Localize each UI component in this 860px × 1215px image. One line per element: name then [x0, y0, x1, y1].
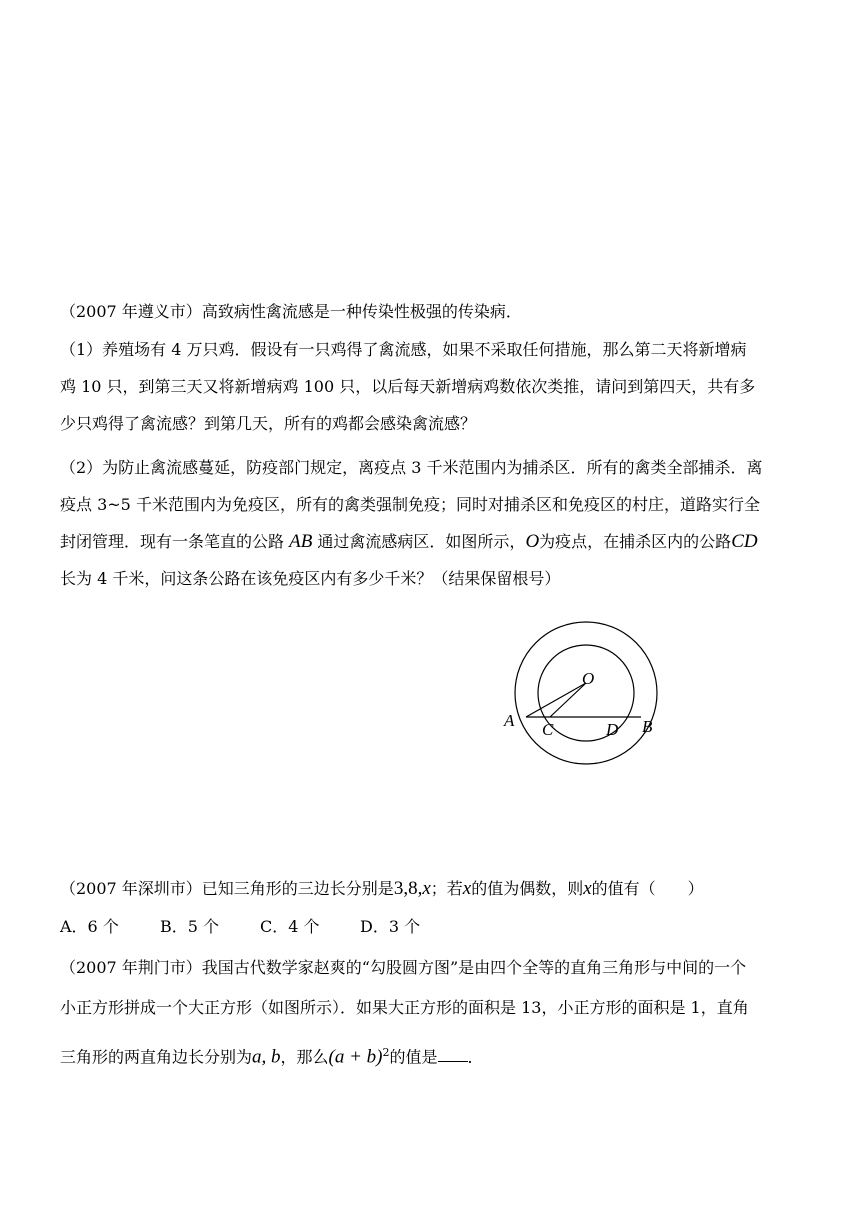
math-exponent: 2: [382, 1046, 390, 1059]
problem1-title: [60, 302, 522, 322]
problem3-line2: 小正方形拼成一个大正方形（如图所示）．如果大正方形的面积是 13，小正方形的面积是 1，直角: [60, 998, 749, 1017]
problem1-part2-line1: （2）为防止禽流感蔓延，防疫部门规定，离疫点 3 千米范围内为捕杀区．所有的禽类全部捕杀．离: [60, 458, 763, 477]
problem3-line1: （2007 年荆门市）我国古代数学家赵爽的“勾股圆方图”是由四个全等的直角三角形与中间的一个: [60, 958, 747, 977]
problem1-title-text: 高致病性禽流感是一种传染性极强的传染病．: [201, 302, 522, 321]
label-d: D: [606, 720, 619, 739]
math-cd: CD: [731, 531, 758, 552]
problem2-question: [60, 879, 704, 899]
problem2-options: [60, 917, 460, 937]
option-a: A．6 个: [60, 917, 119, 936]
text-segment: 为疫点，在捕杀区内的公路: [539, 532, 732, 551]
text-segment: 封闭管理．现有一条笔直的公路: [60, 532, 285, 551]
outer-circle: [515, 622, 657, 764]
problem1-part1-line2: 鸡 10 只，到第三天又将新增病鸡 100 只，以后每天新增病鸡数依次类推，请问到第四天，共有多: [60, 377, 756, 396]
text-segment: 的值为偶数，则: [471, 879, 584, 898]
problem1-source: （2007 年遵义市）: [60, 302, 202, 321]
text-segment: （2007 年深圳市）已知三角形的三边长分别是: [60, 879, 394, 898]
label-o: O: [582, 669, 595, 688]
math-ab: AB: [289, 531, 313, 552]
text-segment: ；若: [430, 879, 463, 898]
math-x: x: [583, 878, 592, 899]
label-a: A: [504, 711, 515, 730]
text-segment: ，那么: [280, 1047, 329, 1067]
math-sides: 3,8,: [393, 878, 423, 899]
problem1-part1-line3: 少只鸡得了禽流感？到第几天，所有的鸡都会感染禽流感？: [60, 414, 477, 433]
problem1-part2-line3: [60, 532, 758, 552]
problem1-part2-line4: 长为 4 千米，问这条公路在该免疫区内有多少千米？（结果保留根号）: [60, 569, 561, 588]
option-c: C．4 个: [260, 917, 320, 936]
problem3-line3: [60, 1043, 484, 1067]
text-segment: 三角形的两直角边长分别为: [60, 1047, 253, 1067]
label-c: C: [542, 720, 554, 739]
option-b: B．5 个: [160, 917, 220, 936]
math-x: x: [422, 878, 431, 899]
math-x: x: [462, 878, 472, 899]
problem1-part1-line1: （1）养殖场有 4 万只鸡．假设有一只鸡得了禽流感，如果不采取任何措施，那么第二天将新增病: [60, 340, 747, 359]
problem1-part2-line2: 疫点 3~5 千米范围内为免疫区，所有的禽类强制免疫；同时对捕杀区和免疫区的村庄，道路实行全: [60, 495, 760, 514]
text-segment: 的值是: [389, 1047, 438, 1067]
label-b: B: [642, 717, 653, 736]
text-segment: 通过禽流感病区．如图所示，: [317, 532, 526, 551]
text-segment: 的值有（ ）: [591, 879, 704, 898]
answer-blank: [438, 1047, 468, 1062]
math-expr: (a + b): [328, 1046, 383, 1068]
option-d: D．3 个: [360, 917, 421, 936]
concentric-circles-figure: [495, 620, 675, 770]
math-o: O: [525, 531, 540, 552]
math-a-b: a, b: [252, 1046, 281, 1068]
text-segment: ．: [467, 1047, 484, 1067]
